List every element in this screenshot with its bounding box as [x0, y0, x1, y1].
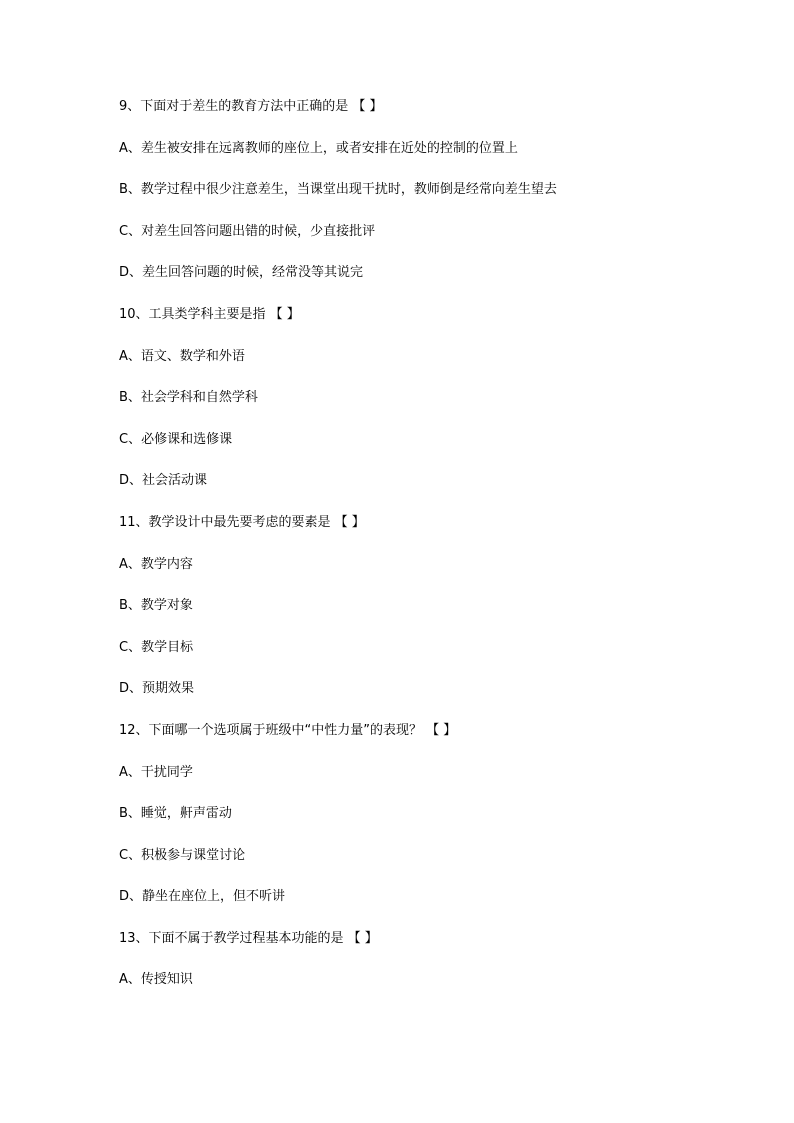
question-stem-12: 12、下面哪一个选项属于班级中“中性力量”的表现？ 【 】 — [119, 722, 457, 738]
option-12-a: A、干扰同学 — [119, 764, 193, 780]
option-9-b: B、教学过程中很少注意差生，当课堂出现干扰时，教师倒是经常向差生望去 — [119, 182, 557, 198]
option-13-a: A、传授知识 — [119, 972, 193, 988]
option-10-d: D、社会活动课 — [119, 473, 208, 489]
question-stem-10: 10、工具类学科主要是指 【 】 — [119, 306, 300, 322]
option-9-a: A、差生被安排在远离教师的座位上，或者安排在近处的控制的位置上 — [119, 140, 518, 156]
option-11-a: A、教学内容 — [119, 556, 193, 572]
option-12-b: B、睡觉，鼾声雷动 — [119, 806, 232, 822]
option-12-d: D、静坐在座位上，但不听讲 — [119, 889, 286, 905]
option-9-d: D、差生回答问题的时候，经常没等其说完 — [119, 265, 364, 281]
option-11-d: D、预期效果 — [119, 681, 195, 697]
question-stem-9: 9、下面对于差生的教育方法中正确的是 【 】 — [119, 99, 383, 114]
question-stem-11: 11、教学设计中最先要考虑的要素是 【 】 — [119, 514, 365, 530]
question-stem-13: 13、下面不属于教学过程基本功能的是 【 】 — [119, 930, 378, 946]
option-10-c: C、必修课和选修课 — [119, 431, 233, 447]
option-11-b: B、教学对象 — [119, 598, 193, 614]
option-10-a: A、语文、数学和外语 — [119, 348, 245, 364]
option-12-c: C、积极参与课堂讨论 — [119, 847, 246, 863]
option-10-b: B、社会学科和自然学科 — [119, 390, 258, 406]
question-list — [119, 96, 759, 1011]
option-9-c: C、对差生回答问题出错的时候，少直接批评 — [119, 223, 376, 239]
option-11-c: C、教学目标 — [119, 639, 194, 655]
